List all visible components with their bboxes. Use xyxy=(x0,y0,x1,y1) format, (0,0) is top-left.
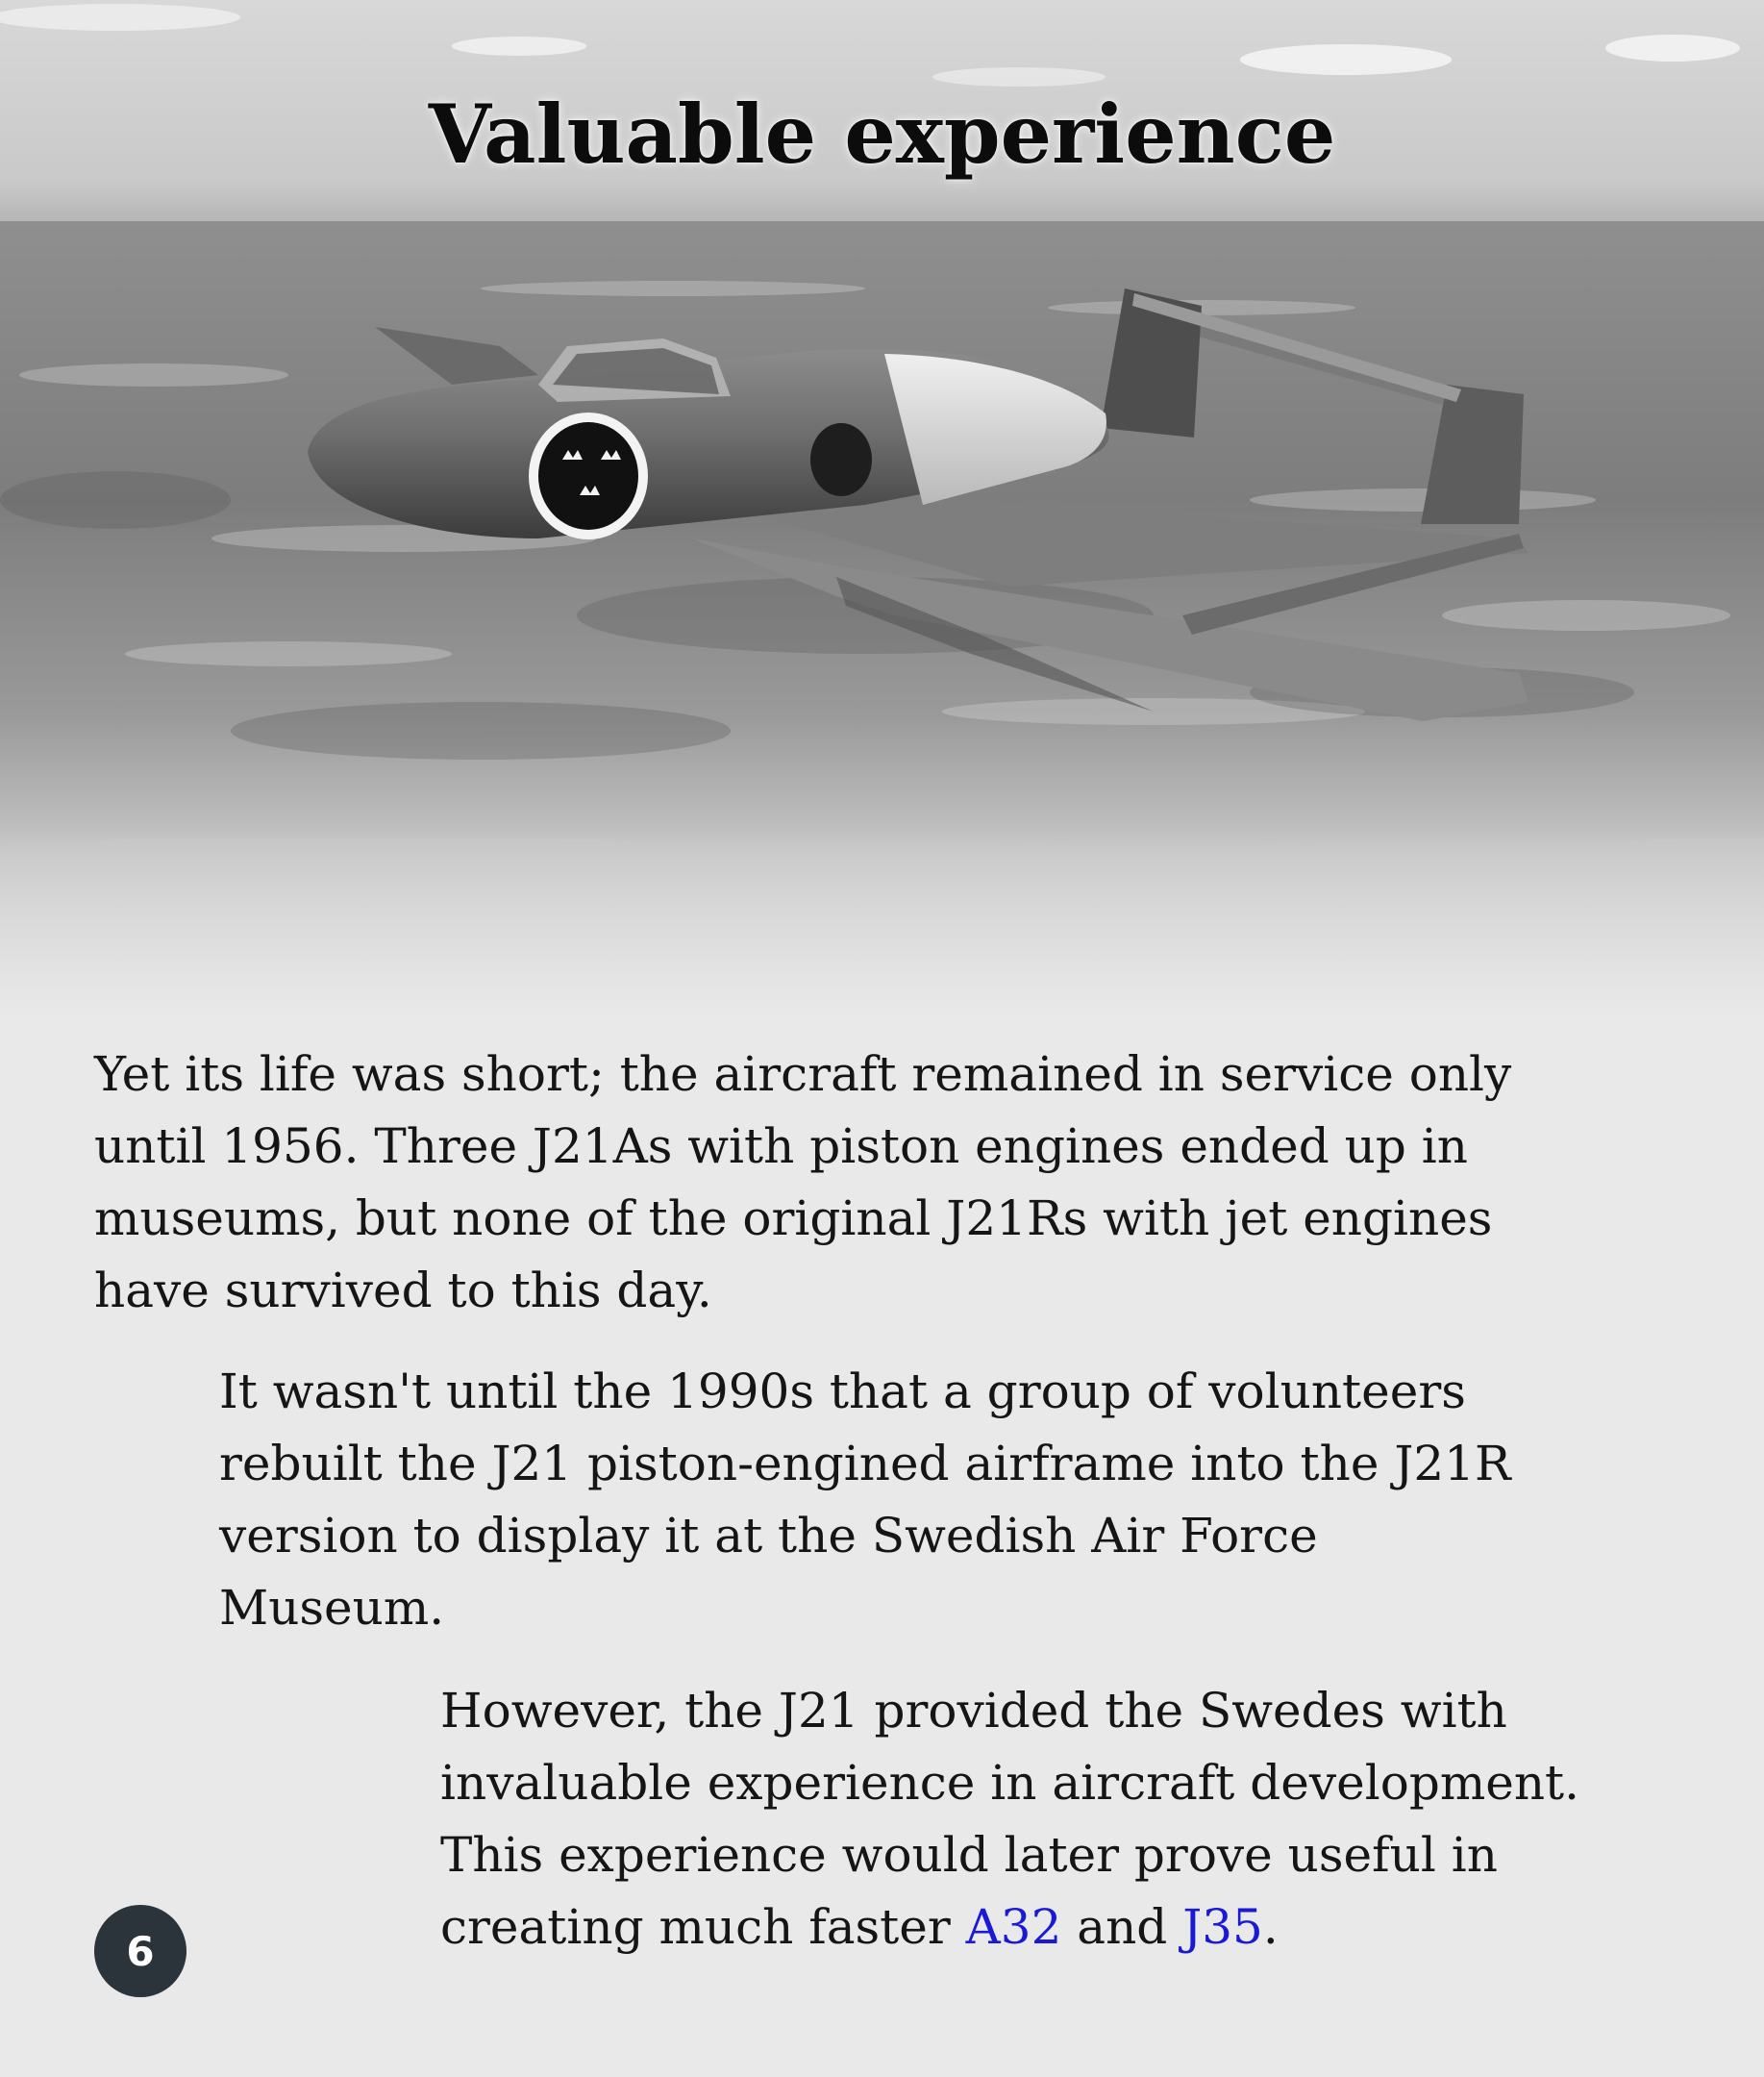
paragraph-3-text: However, the J21 provided the Swedes with invaluable experience in aircraft development. This experience would later prove useful in creating much faster xyxy=(440,1683,1580,1955)
paragraph-3 xyxy=(440,1675,1690,1964)
j35-link[interactable]: J35 xyxy=(1182,1899,1263,1955)
a32-link[interactable]: A32 xyxy=(965,1899,1062,1955)
paragraph-3-conjunction: and xyxy=(1061,1899,1183,1955)
page-number-badge: 6 xyxy=(94,1905,186,1997)
three-crowns-roundel-icon xyxy=(529,413,648,539)
paragraph-2: It wasn't until the 1990s that a group of volunteers rebuilt the J21 piston-engined airframe into the J21R version to display it at the Swedish Air Force Museum. xyxy=(219,1364,1511,1636)
page-title: Valuable experience xyxy=(428,87,1336,182)
hero-photo xyxy=(0,0,1764,1019)
paragraph-1: Yet its life was short; the aircraft remained in service only until 1956. Three J21As with piston engines ended up in museums, but none of the original J21Rs with jet engines have survived to this day. xyxy=(94,1046,1512,1318)
paragraph-3-end: . xyxy=(1262,1899,1279,1955)
